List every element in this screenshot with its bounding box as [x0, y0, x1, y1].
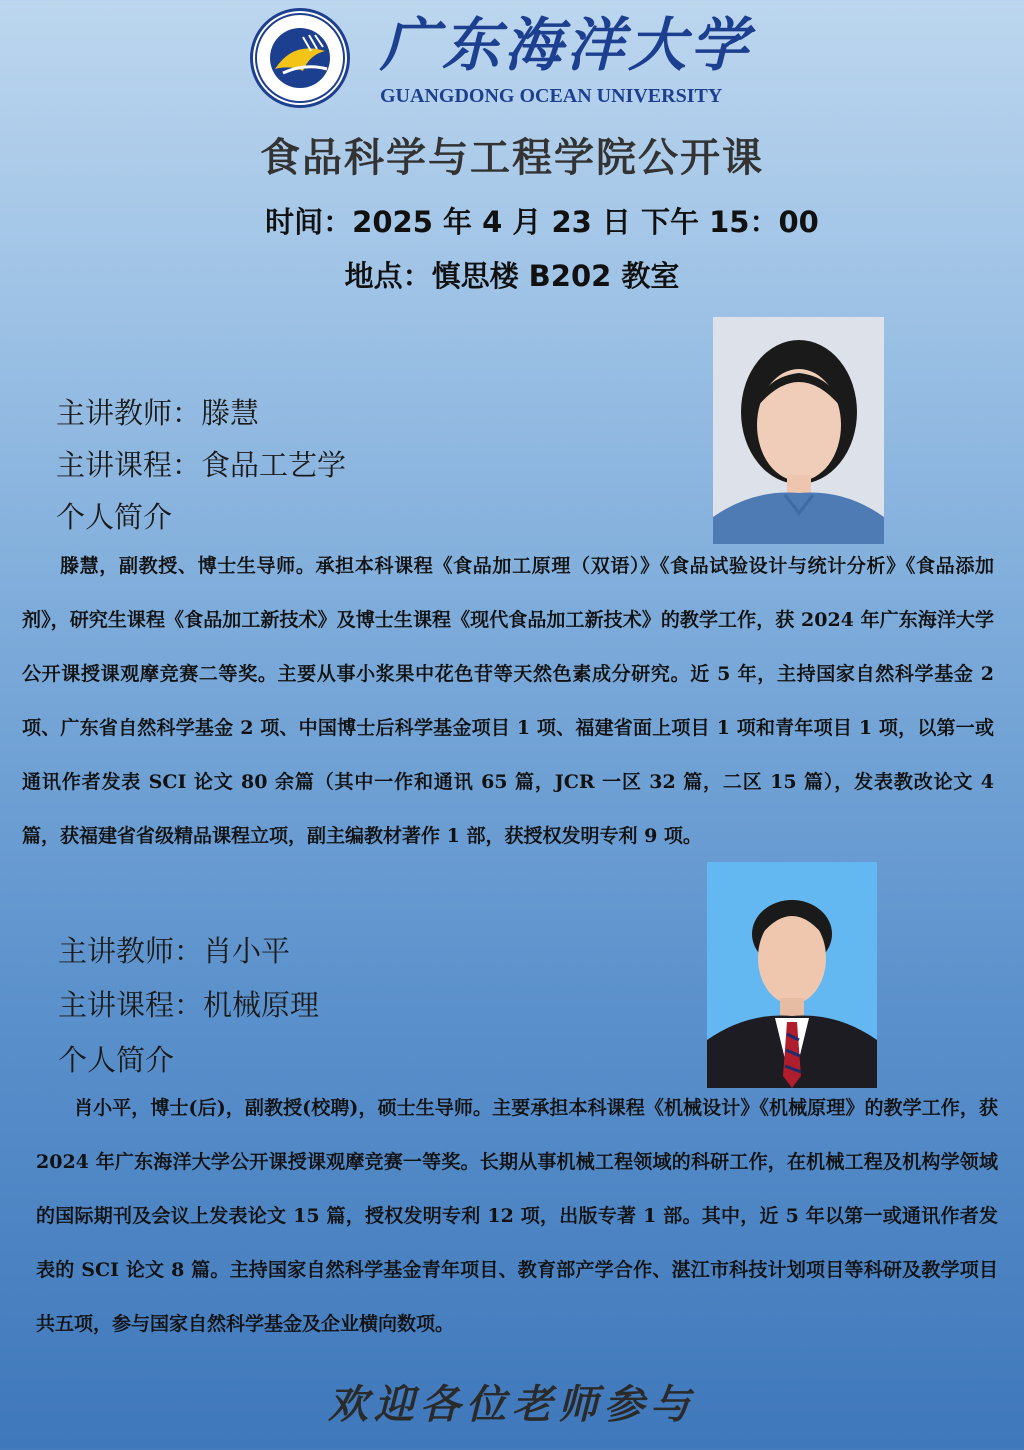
teacher-1-bio: 滕慧，副教授、博士生导师。承担本科课程《食品加工原理（双语）》《食品试验设计与统计分析》《食品添加剂》，研究生课程《食品加工新技术》及博士生课程《现代食品加工新技术》的教学工作，获 2024 年广东海洋大学公开课授课观摩竞赛二等奖。主要从事小浆果中花色苷等天然色素成分研究。近 5 年，主持国家自然科学基金 2 项、广东省自然科学基金 2 项、中国博士后科学基金项目 1 项、福建省面上项目 1 项和青年项目 1 项，以第一或通讯作者发表 SCI 论文 80 余篇（其中一作和通讯 65 篇，JCR 一区 32 篇，二区 15 篇），发表教改论文 4 篇，获福建省省级精品课程立项，副主编教材著作 1 部，获授权发明专利 9 项。 [22, 555, 994, 847]
teacher-2-photo [707, 862, 877, 1088]
teacher-portrait-icon [713, 317, 884, 544]
teacher-2-course: 主讲课程：机械原理 [58, 988, 320, 1022]
event-time: 时间：2025 年 4 月 23 日 下午 15：00 [265, 205, 819, 239]
teacher-2-bio-heading: 个人简介 [58, 1043, 175, 1077]
teacher-2-bio: 肖小平，博士(后)，副教授(校聘)，硕士生导师。主要承担本科课程《机械设计》《机械原理》的教学工作，获 2024 年广东海洋大学公开课授课观摩竞赛一等奖。长期从事机械工程领域的科研工作，在机械工程及机构学领域的国际期刊及会议上发表论文 15 篇，授权发明专利 12 项，出版专著 1 部。其中，近 5 年以第一或通讯作者发表的 SCI 论文 8 篇。主持国家自然科学基金青年项目、教育部产学合作、湛江市科技计划项目等科研及教学项目共五项，参与国家自然科学基金及企业横向数项。 [36, 1097, 998, 1335]
teacher-1-course: 主讲课程：食品工艺学 [56, 448, 347, 482]
event-place: 地点：慎思楼 B202 教室 [344, 259, 680, 293]
logo-emblem-icon [253, 11, 347, 105]
teacher-2-name: 主讲教师：肖小平 [58, 934, 291, 968]
university-name-en: GUANGDONG OCEAN UNIVERSITY [380, 85, 723, 107]
welcome-message: 欢迎各位老师参与 [328, 1381, 696, 1428]
teacher-1-name: 主讲教师：滕慧 [56, 396, 260, 430]
university-logo [250, 8, 350, 108]
teacher-portrait-icon [707, 862, 877, 1088]
teacher-1-bio-heading: 个人简介 [56, 500, 173, 534]
teacher-1-photo [713, 317, 884, 544]
university-name-cn: 广东海洋大学 [380, 11, 753, 79]
event-title: 食品科学与工程学院公开课 [260, 135, 764, 181]
